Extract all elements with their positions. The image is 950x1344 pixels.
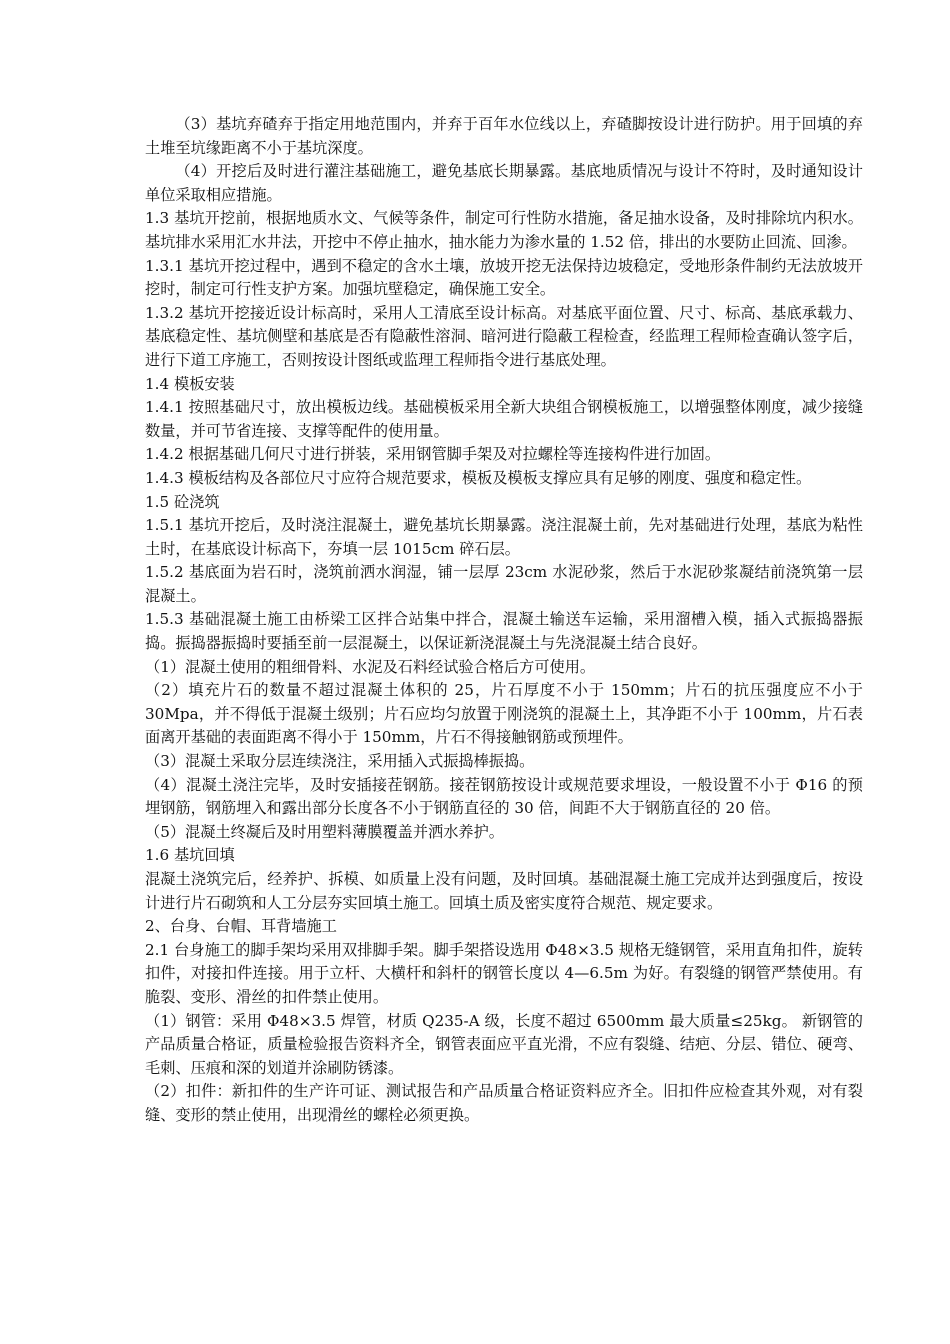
document-body [145,113,863,1128]
section-heading: 1.5 砼浇筑 [145,492,220,511]
paragraph: 2.1 台身施工的脚手架均采用双排脚手架。脚手架搭设选用 Φ48×3.5 规格无缝钢管，采用直角扣件，旋转扣件，对接扣件连接。用于立杆、大横杆和斜杆的钢管长度以 4—6.5m 为好。有裂缝的钢管严禁使用。有脆裂、变形、滑丝的扣件禁止使用。 [145,940,863,1006]
paragraph: （4）开挖后及时进行灌注基础施工，避免基底长期暴露。基底地质情况与设计不符时，及时通知设计单位采取相应措施。 [145,162,863,204]
paragraph: 混凝土浇筑完后，经养护、拆模、如质量上没有问题，及时回填。基础混凝土施工完成并达到强度后，按设计进行片石砌筑和人工分层夯实回填土施工。回填土质及密实度符合规范、规定要求。 [145,870,863,912]
paragraph: 1.4.1 按照基础尺寸，放出模板边线。基础模板采用全新大块组合钢模板施工，以增强整体刚度，减少接缝数量，并可节省连接、支撑等配件的使用量。 [145,398,863,440]
paragraph: 1.3.1 基坑开挖过程中，遇到不稳定的含水土壤，放坡开挖无法保持边坡稳定，受地形条件制约无法放坡开挖时，制定可行性支护方案。加强坑壁稳定，确保施工安全。 [145,256,863,299]
list-item: （4）混凝土浇注完毕，及时安插接茬钢筋。接茬钢筋按设计或规范要求埋设，一般设置不小于 Φ16 的预埋钢筋，钢筋埋入和露出部分长度各不小于钢筋直径的 30 倍，间距不大于钢筋直径的 20 倍。 [145,775,863,818]
section-heading: 1.6 基坑回填 [145,846,235,865]
paragraph: 1.3.2 基坑开挖接近设计标高时，采用人工清底至设计标高。对基底平面位置、尺寸、标高、基底承载力、基底稳定性、基坑侧壁和基底是否有隐蔽性溶洞、暗河进行隐蔽工程检查，经监理工程师检查确认签字后，进行下道工序施工，否则按设计图纸或监理工程师指令进行基底处理。 [145,303,863,369]
list-item: （1）混凝土使用的粗细骨料、水泥及石料经试验合格后方可使用。 [145,657,596,676]
section-heading: 1.4 模板安装 [145,374,235,393]
paragraph: 1.4.2 根据基础几何尺寸进行拼装，采用钢管脚手架及对拉螺栓等连接构件进行加固。 [145,445,721,464]
section-heading: 2、台身、台帽、耳背墙施工 [145,917,337,936]
paragraph: 1.3 基坑开挖前，根据地质水文、气候等条件，制定可行性防水措施，备足抽水设备，及时排除坑内积水。基坑排水采用汇水井法，开挖中不停止抽水，抽水能力为渗水量的 1.52 倍，排出的水要防止回流、回渗。 [145,209,863,251]
paragraph: 1.5.1 基坑开挖后，及时浇注混凝土，避免基坑长期暴露。浇注混凝土前，先对基础进行处理，基底为粘性土时，在基底设计标高下，夯填一层 1015cm 碎石层。 [145,516,863,558]
paragraph: 1.5.3 基础混凝土施工由桥梁工区拌合站集中拌合，混凝土输送车运输，采用溜槽入模，插入式振捣器振捣。振捣器振捣时要插至前一层混凝土，以保证新浇混凝土与先浇混凝土结合良好。 [145,610,863,653]
list-item: （1）钢管：采用 Φ48×3.5 焊管，材质 Q235-A 级，长度不超过 6500mm 最大质量≤25kg。 新钢管的产品质量合格证，质量检验报告资料齐全，钢管表面应平直光滑，不应有裂缝、结疤、分层、错位、硬弯、毛刺、压痕和深的划道并涂刷防锈漆。 [145,1011,863,1077]
list-item: （3）混凝土采取分层连续浇注，采用插入式振捣棒振捣。 [145,752,535,771]
list-item: （5）混凝土终凝后及时用塑料薄膜覆盖并洒水养护。 [145,822,504,841]
list-item: （2）填充片石的数量不超过混凝土体积的 25，片石厚度不小于 150mm；片石的抗压强度应不小于 30Mpa，并不得低于混凝土级别；片石应均匀放置于刚浇筑的混凝土上，其净距不小于 100mm，片石表面离开基础的表面距离不得小于 150mm，片石不得接触钢筋或预埋件。 [145,681,863,747]
list-item: （2）扣件：新扣件的生产许可证、测试报告和产品质量合格证资料应齐全。旧扣件应检查其外观，对有裂缝、变形的禁止使用，出现滑丝的螺栓必须更换。 [145,1082,863,1124]
paragraph: （3）基坑弃碴弃于指定用地范围内，并弃于百年水位线以上，弃碴脚按设计进行防护。用于回填的弃土堆至坑缘距离不小于基坑深度。 [145,115,863,157]
paragraph: 1.5.2 基底面为岩石时，浇筑前洒水润湿，铺一层厚 23cm 水泥砂浆，然后于水泥砂浆凝结前浇筑第一层混凝土。 [145,563,863,605]
paragraph: 1.4.3 模板结构及各部位尺寸应符合规范要求，模板及模板支撑应具有足够的刚度、强度和稳定性。 [145,468,812,487]
